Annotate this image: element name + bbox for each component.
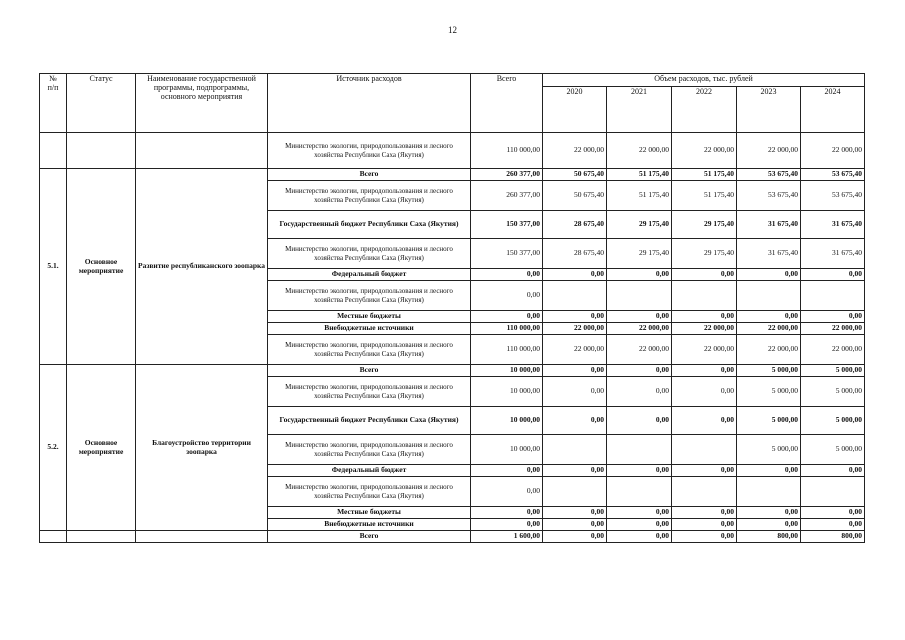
cell-year-value: 0,00 xyxy=(801,269,865,281)
cell-year-value: 5 000,00 xyxy=(737,365,801,377)
cell-year-value: 0,00 xyxy=(737,507,801,519)
cell-total: 0,00 xyxy=(471,507,543,519)
cell-year-value: 0,00 xyxy=(607,465,672,477)
cell-year-value: 29 175,40 xyxy=(672,239,737,269)
cell-status: Основное мероприятие xyxy=(67,365,136,531)
cell-year-value: 29 175,40 xyxy=(672,211,737,239)
cell-year-value: 31 675,40 xyxy=(737,211,801,239)
cell-year-value: 0,00 xyxy=(672,311,737,323)
cell-year-value: 22 000,00 xyxy=(672,133,737,169)
cell-source: Министерство экологии, природопользования и лесного хозяйства Республики Саха (Якутия) xyxy=(268,477,471,507)
cell-status xyxy=(67,531,136,543)
cell-year-value: 0,00 xyxy=(543,519,607,531)
header-source: Источник расходов xyxy=(268,74,471,133)
cell-year-value: 0,00 xyxy=(607,365,672,377)
cell-year-value: 0,00 xyxy=(543,365,607,377)
cell-source: Федеральный бюджет xyxy=(268,465,471,477)
cell-year-value xyxy=(801,477,865,507)
cell-total: 260 377,00 xyxy=(471,169,543,181)
cell-total: 110 000,00 xyxy=(471,323,543,335)
cell-year-value: 0,00 xyxy=(543,507,607,519)
cell-total: 1 600,00 xyxy=(471,531,543,543)
cell-name xyxy=(136,531,268,543)
cell-year-value: 22 000,00 xyxy=(607,335,672,365)
cell-source: Министерство экологии, природопользования и лесного хозяйства Республики Саха (Якутия) xyxy=(268,335,471,365)
cell-year-value: 22 000,00 xyxy=(543,133,607,169)
cell-source: Всего xyxy=(268,531,471,543)
cell-year-value: 0,00 xyxy=(543,311,607,323)
cell-year-value: 5 000,00 xyxy=(801,365,865,377)
cell-year-value: 0,00 xyxy=(607,311,672,323)
page-number: 12 xyxy=(448,25,457,35)
cell-source: Местные бюджеты xyxy=(268,507,471,519)
cell-year-value: 22 000,00 xyxy=(801,323,865,335)
cell-source: Федеральный бюджет xyxy=(268,269,471,281)
cell-year-value xyxy=(737,281,801,311)
cell-year-value xyxy=(672,281,737,311)
cell-status xyxy=(67,133,136,169)
cell-year-value: 22 000,00 xyxy=(607,323,672,335)
header-name: Наименование государственной программы, подпрограммы, основного мероприятия xyxy=(136,74,268,133)
cell-year-value xyxy=(672,435,737,465)
cell-year-value: 22 000,00 xyxy=(737,133,801,169)
cell-source: Всего xyxy=(268,169,471,181)
header-volume: Объем расходов, тыс. рублей xyxy=(543,74,865,87)
cell-name: Развитие республиканского зоопарка xyxy=(136,169,268,365)
cell-year-value: 0,00 xyxy=(543,465,607,477)
cell-year-value: 0,00 xyxy=(543,377,607,407)
cell-year-value: 22 000,00 xyxy=(672,335,737,365)
cell-year-value: 0,00 xyxy=(737,269,801,281)
cell-source: Государственный бюджет Республики Саха (Якутия) xyxy=(268,407,471,435)
cell-source: Государственный бюджет Республики Саха (Якутия) xyxy=(268,211,471,239)
cell-year-value: 0,00 xyxy=(672,465,737,477)
table-row xyxy=(40,365,865,377)
cell-year-value: 29 175,40 xyxy=(607,211,672,239)
cell-year-value: 31 675,40 xyxy=(801,239,865,269)
cell-source: Министерство экологии, природопользования и лесного хозяйства Республики Саха (Якутия) xyxy=(268,133,471,169)
cell-year-value: 0,00 xyxy=(801,519,865,531)
cell-year-value: 28 675,40 xyxy=(543,239,607,269)
cell-year-value: 22 000,00 xyxy=(543,323,607,335)
cell-source: Министерство экологии, природопользования и лесного хозяйства Республики Саха (Якутия) xyxy=(268,239,471,269)
table-row xyxy=(40,169,865,181)
cell-total: 10 000,00 xyxy=(471,365,543,377)
header-year: 2021 xyxy=(607,87,672,133)
cell-year-value: 31 675,40 xyxy=(801,211,865,239)
cell-source: Внебюджетные источники xyxy=(268,519,471,531)
cell-total: 110 000,00 xyxy=(471,335,543,365)
cell-year-value: 0,00 xyxy=(672,519,737,531)
cell-year-value: 22 000,00 xyxy=(801,335,865,365)
cell-year-value: 51 175,40 xyxy=(607,181,672,211)
cell-year-value: 5 000,00 xyxy=(801,407,865,435)
cell-year-value: 0,00 xyxy=(607,531,672,543)
cell-total: 0,00 xyxy=(471,269,543,281)
cell-year-value: 53 675,40 xyxy=(737,169,801,181)
header-total: Всего xyxy=(471,74,543,133)
cell-total: 0,00 xyxy=(471,477,543,507)
cell-name: Благоустройство территории зоопарка xyxy=(136,365,268,531)
cell-year-value: 51 175,40 xyxy=(672,169,737,181)
cell-name xyxy=(136,133,268,169)
cell-year-value: 0,00 xyxy=(543,407,607,435)
cell-year-value: 5 000,00 xyxy=(737,407,801,435)
table-row xyxy=(40,133,865,169)
cell-num: 5.1. xyxy=(40,169,67,365)
cell-year-value: 0,00 xyxy=(607,269,672,281)
cell-total: 150 377,00 xyxy=(471,211,543,239)
cell-year-value xyxy=(543,435,607,465)
cell-year-value: 0,00 xyxy=(672,531,737,543)
cell-year-value: 0,00 xyxy=(737,519,801,531)
cell-source: Министерство экологии, природопользования и лесного хозяйства Республики Саха (Якутия) xyxy=(268,377,471,407)
cell-year-value xyxy=(607,477,672,507)
cell-year-value: 0,00 xyxy=(672,269,737,281)
cell-year-value: 800,00 xyxy=(737,531,801,543)
header-year: 2023 xyxy=(737,87,801,133)
cell-year-value: 0,00 xyxy=(543,269,607,281)
cell-year-value xyxy=(737,477,801,507)
header-row xyxy=(40,74,865,87)
cell-year-value xyxy=(672,477,737,507)
cell-num xyxy=(40,133,67,169)
cell-total: 10 000,00 xyxy=(471,435,543,465)
cell-year-value: 28 675,40 xyxy=(543,211,607,239)
cell-source: Внебюджетные источники xyxy=(268,323,471,335)
cell-year-value: 29 175,40 xyxy=(607,239,672,269)
cell-year-value: 0,00 xyxy=(607,407,672,435)
cell-year-value: 50 675,40 xyxy=(543,169,607,181)
cell-status: Основное мероприятие xyxy=(67,169,136,365)
cell-year-value xyxy=(607,281,672,311)
cell-year-value: 22 000,00 xyxy=(737,323,801,335)
cell-year-value: 53 675,40 xyxy=(801,181,865,211)
cell-total: 0,00 xyxy=(471,519,543,531)
cell-year-value xyxy=(543,477,607,507)
cell-total: 0,00 xyxy=(471,311,543,323)
cell-year-value: 5 000,00 xyxy=(737,435,801,465)
table-row xyxy=(40,531,865,543)
cell-year-value: 0,00 xyxy=(801,507,865,519)
cell-year-value: 0,00 xyxy=(672,507,737,519)
cell-source: Министерство экологии, природопользования и лесного хозяйства Республики Саха (Якутия) xyxy=(268,281,471,311)
cell-year-value: 22 000,00 xyxy=(737,335,801,365)
cell-source: Местные бюджеты xyxy=(268,311,471,323)
cell-year-value: 0,00 xyxy=(672,365,737,377)
header-status: Статус xyxy=(67,74,136,133)
cell-year-value: 5 000,00 xyxy=(801,435,865,465)
cell-year-value: 22 000,00 xyxy=(543,335,607,365)
cell-num xyxy=(40,531,67,543)
cell-year-value: 22 000,00 xyxy=(607,133,672,169)
cell-year-value: 0,00 xyxy=(607,507,672,519)
cell-year-value: 800,00 xyxy=(801,531,865,543)
header-year: 2024 xyxy=(801,87,865,133)
cell-year-value: 0,00 xyxy=(801,465,865,477)
cell-source: Всего xyxy=(268,365,471,377)
cell-year-value: 53 675,40 xyxy=(737,181,801,211)
cell-source: Министерство экологии, природопользования и лесного хозяйства Республики Саха (Якутия) xyxy=(268,181,471,211)
cell-year-value: 5 000,00 xyxy=(737,377,801,407)
cell-year-value: 50 675,40 xyxy=(543,181,607,211)
cell-year-value: 0,00 xyxy=(737,465,801,477)
header-year: 2022 xyxy=(672,87,737,133)
cell-year-value xyxy=(543,281,607,311)
cell-year-value: 31 675,40 xyxy=(737,239,801,269)
cell-year-value: 53 675,40 xyxy=(801,169,865,181)
cell-num: 5.2. xyxy=(40,365,67,531)
cell-year-value: 0,00 xyxy=(543,531,607,543)
cell-year-value xyxy=(801,281,865,311)
cell-total: 0,00 xyxy=(471,465,543,477)
cell-year-value: 22 000,00 xyxy=(801,133,865,169)
cell-source: Министерство экологии, природопользования и лесного хозяйства Республики Саха (Якутия) xyxy=(268,435,471,465)
cell-total: 110 000,00 xyxy=(471,133,543,169)
cell-year-value: 0,00 xyxy=(607,519,672,531)
cell-year-value: 51 175,40 xyxy=(607,169,672,181)
header-num: № п/п xyxy=(40,74,67,133)
expenditure-table xyxy=(39,73,865,543)
cell-year-value: 0,00 xyxy=(672,377,737,407)
cell-year-value: 0,00 xyxy=(607,377,672,407)
cell-year-value: 5 000,00 xyxy=(801,377,865,407)
cell-total: 0,00 xyxy=(471,281,543,311)
cell-total: 10 000,00 xyxy=(471,377,543,407)
cell-total: 260 377,00 xyxy=(471,181,543,211)
header-year: 2020 xyxy=(543,87,607,133)
cell-year-value xyxy=(607,435,672,465)
cell-year-value: 22 000,00 xyxy=(672,323,737,335)
cell-year-value: 0,00 xyxy=(672,407,737,435)
cell-year-value: 0,00 xyxy=(737,311,801,323)
cell-total: 150 377,00 xyxy=(471,239,543,269)
cell-total: 10 000,00 xyxy=(471,407,543,435)
cell-year-value: 51 175,40 xyxy=(672,181,737,211)
cell-year-value: 0,00 xyxy=(801,311,865,323)
